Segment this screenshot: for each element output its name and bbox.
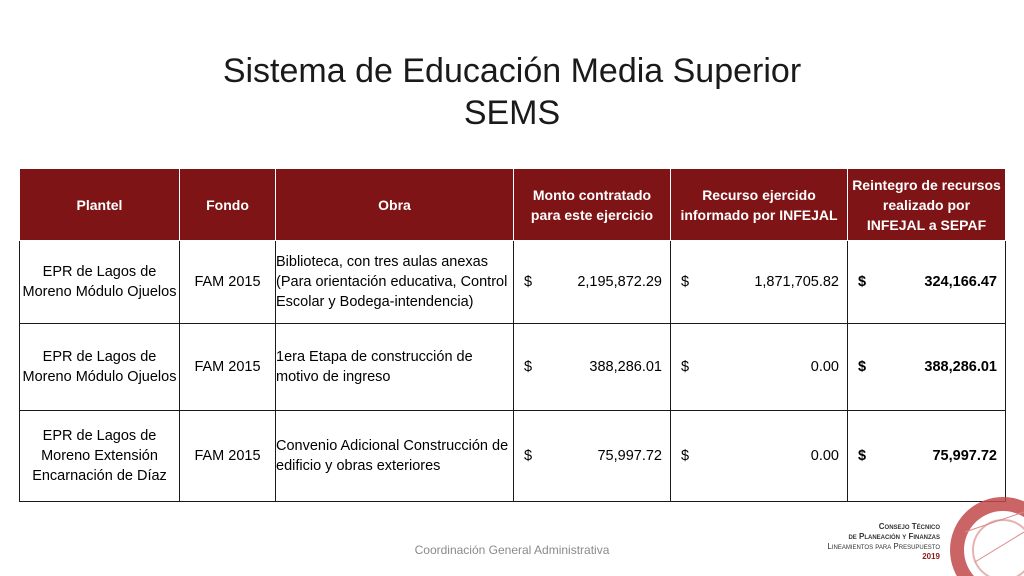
cell-reintegro	[848, 411, 1006, 502]
cell-plantel: EPR de Lagos de Moreno Módulo Ojuelos	[20, 324, 180, 411]
logo-line-3: Lineamientos para Presupuesto	[827, 542, 940, 551]
cell-plantel: EPR de Lagos de Moreno Extensión Encarnación de Díaz	[20, 411, 180, 502]
cell-recurso	[671, 241, 848, 324]
title-line-2: SEMS	[463, 94, 561, 132]
table-row	[20, 241, 1006, 324]
header-obra: Obra	[276, 169, 514, 241]
reintegro-value: 75,997.72	[932, 448, 997, 464]
logo-line-4: 2019	[922, 552, 940, 561]
header-recurso: Recurso ejercido informado por INFEJAL	[671, 169, 848, 241]
cell-fondo: FAM 2015	[180, 241, 276, 324]
cell-obra: 1era Etapa de construcción de motivo de ingreso	[276, 324, 514, 411]
currency-sign: $	[524, 448, 533, 464]
currency-sign: $	[858, 274, 867, 290]
cell-fondo: FAM 2015	[180, 411, 276, 502]
cell-reintegro	[848, 241, 1006, 324]
recurso-value: 1,871,705.82	[754, 274, 839, 290]
cell-obra: Biblioteca, con tres aulas anexas (Para orientación educativa, Control Escolar y Bodega-intendencia)	[276, 241, 514, 324]
cell-monto	[514, 324, 671, 411]
currency-sign: $	[858, 448, 867, 464]
currency-sign: $	[681, 359, 690, 375]
footer-text: Coordinación General Administrativa	[414, 543, 610, 557]
cell-monto	[514, 241, 671, 324]
logo-line-2: de Planeación y Finanzas	[848, 532, 940, 541]
council-logo	[820, 522, 940, 562]
header-plantel: Plantel	[20, 169, 180, 241]
reintegro-value: 324,166.47	[924, 274, 997, 290]
table-row	[20, 411, 1006, 502]
table-header-row	[20, 169, 1006, 241]
cell-recurso	[671, 411, 848, 502]
recurso-value: 0.00	[810, 448, 839, 464]
table-row	[20, 324, 1006, 411]
currency-sign: $	[681, 448, 690, 464]
reintegro-value: 388,286.01	[924, 359, 997, 375]
cell-plantel: EPR de Lagos de Moreno Módulo Ojuelos	[20, 241, 180, 324]
currency-sign: $	[681, 274, 690, 290]
header-reintegro: Reintegro de recursos realizado por INFEJAL a SEPAF	[848, 169, 1006, 241]
cell-obra: Convenio Adicional Construcción de edificio y obras exteriores	[276, 411, 514, 502]
monto-value: 2,195,872.29	[577, 274, 662, 290]
cell-recurso	[671, 324, 848, 411]
slide-title	[0, 50, 1024, 134]
header-fondo: Fondo	[180, 169, 276, 241]
currency-sign: $	[524, 274, 533, 290]
currency-sign: $	[524, 359, 533, 375]
monto-value: 75,997.72	[597, 448, 662, 464]
logo-circle-icon	[945, 492, 1024, 576]
logo-line-1: Consejo Técnico	[878, 522, 940, 531]
title-line-1: Sistema de Educación Media Superior	[222, 52, 802, 90]
cell-monto	[514, 411, 671, 502]
cell-fondo: FAM 2015	[180, 324, 276, 411]
cell-reintegro	[848, 324, 1006, 411]
currency-sign: $	[858, 359, 867, 375]
monto-value: 388,286.01	[589, 359, 662, 375]
header-monto: Monto contratado para este ejercicio	[514, 169, 671, 241]
recurso-value: 0.00	[810, 359, 839, 375]
sems-table	[19, 168, 1006, 502]
